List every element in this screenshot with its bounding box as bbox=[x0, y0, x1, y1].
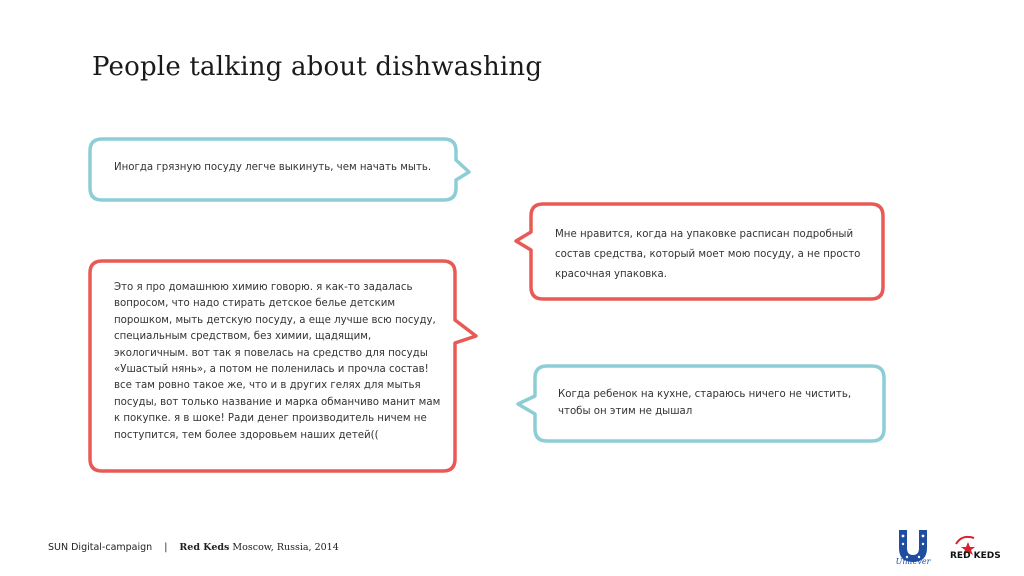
page-title: People talking about dishwashing bbox=[92, 52, 543, 82]
red-keds-logo-label: RED KEDS bbox=[950, 551, 1001, 561]
quote-text-1: Иногда грязную посуду легче выкинуть, чем начать мыть. bbox=[114, 162, 432, 173]
quote-text-2: Мне нравится, когда на упаковке расписан подробный состав средства, который моет мою посуду, а не просто красочная упаковка. bbox=[555, 229, 861, 280]
footer-separator: | bbox=[164, 542, 168, 553]
quote-text-3: Это я про домашнюю химию говорю. я как-то задалась вопросом, что надо стирать детское белье детским порошком, мыть детскую посуду, а еще лучше всю посуду, специальным средством, без химии, щадящим, экологичным. вот так я повелась на средство для посуды «Ушастый нянь», а потом не поленилась и прочла состав! все там ровно такое же, что и в других гелях для мытья посуды, вот только название и марка обманчиво манит мам к покупке. я в шоке! Ради денег производитель ничем не поступится, тем более здоровьем наших детей(( bbox=[114, 282, 441, 441]
footer-brand: Red Keds bbox=[179, 542, 230, 553]
quote-text-4: Когда ребенок на кухне, стараюсь ничего не чистить, чтобы он этим не дышал bbox=[558, 389, 852, 417]
unilever-logo-label: Unilever bbox=[895, 557, 931, 566]
footer bbox=[48, 542, 339, 553]
footer-campaign: SUN Digital-campaign bbox=[48, 542, 153, 553]
footer-place: Moscow, Russia, 2014 bbox=[232, 542, 339, 553]
